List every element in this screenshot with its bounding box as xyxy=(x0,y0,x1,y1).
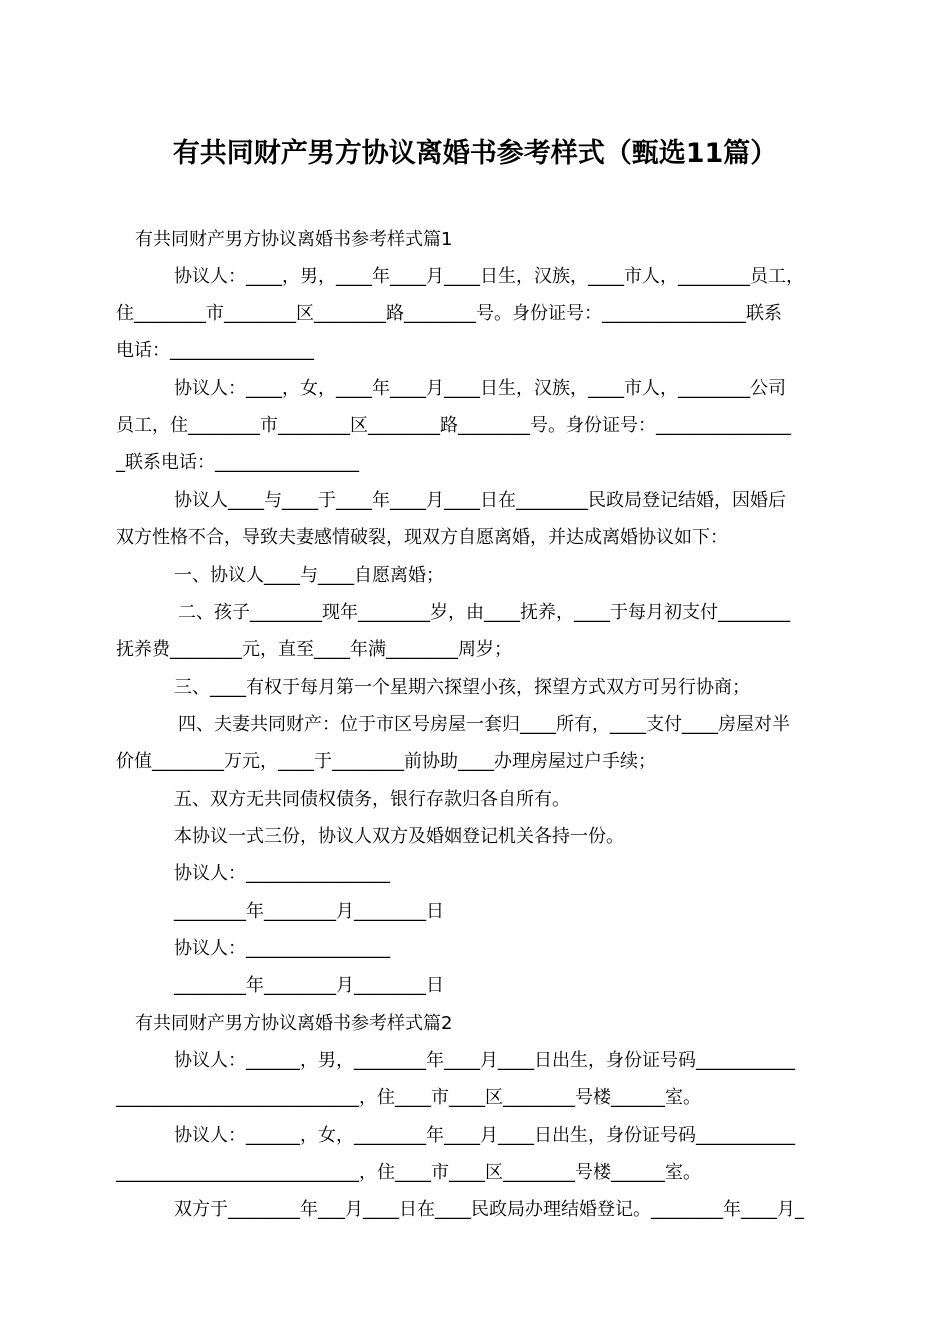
paragraph-line: ___________________________，住____市____区________号楼______室。 xyxy=(116,1162,701,1183)
section-heading-2: 有共同财产男方协议离婚书参考样式篇2 xyxy=(135,1013,453,1034)
paragraph-line: 本协议一式三份，协议人双方及婚姻登记机关各持一份。 xyxy=(174,826,624,847)
clause-item: 三、____有权于每月第一个星期六探望小孩，探望方式双方可另行协商； xyxy=(174,677,750,698)
paragraph-line: 员工，住________市________区________路________号。身份证号：_______________ xyxy=(116,415,791,436)
clause-item: 二、孩子________现年________岁，由____抚养，____于每月初支付________ xyxy=(178,602,790,623)
paragraph-line: 协议人：____，男，____年____月____日生，汉族，____市人，________员工， xyxy=(174,266,804,287)
paragraph-line: 协议人：______，男，________年____月____日出生，身份证号码___________ xyxy=(174,1050,795,1071)
document-title: 有共同财产男方协议离婚书参考样式（甄选11篇） xyxy=(172,138,778,169)
signature-line: 协议人：________________ xyxy=(174,938,390,959)
paragraph-line: ___________________________，住____市____区________号楼______室。 xyxy=(116,1087,701,1108)
date-line: ________年________月________日 xyxy=(174,975,444,996)
clause-item: 一、协议人____与____自愿离婚； xyxy=(174,565,444,586)
paragraph-line: 双方性格不合，导致夫妻感情破裂，现双方自愿离婚，并达成离婚协议如下： xyxy=(116,527,728,548)
date-line: ________年________月________日 xyxy=(174,901,444,922)
paragraph-line: 协议人：____，女，____年____月____日生，汉族，____市人，________公司 xyxy=(174,378,786,399)
signature-line: 协议人：________________ xyxy=(174,863,390,884)
paragraph-line: 价值________万元，____于________前协助____办理房屋过户手续； xyxy=(116,751,656,772)
paragraph-line: 双方于________年___月____日在____民政局办理结婚登记。________年____月_ xyxy=(174,1199,804,1220)
paragraph-line: _联系电话：________________ xyxy=(116,452,359,473)
paragraph-line: 抚养费________元，直至____年满________周岁； xyxy=(116,639,512,660)
paragraph-line: 电话：________________ xyxy=(116,340,314,361)
clause-item: 四、夫妻共同财产：位于市区号房屋一套归____所有，____支付____房屋对半 xyxy=(178,714,790,735)
section-heading-1: 有共同财产男方协议离婚书参考样式篇1 xyxy=(135,229,453,250)
paragraph-line: 协议人____与____于____年____月____日在________民政局登记结婚，因婚后 xyxy=(174,490,786,511)
paragraph-line: 协议人：______，女，________年____月____日出生，身份证号码___________ xyxy=(174,1125,795,1146)
paragraph-line: 住________市________区________路________号。身份证号：________________联系 xyxy=(116,303,782,324)
clause-item: 五、双方无共同债权债务，银行存款归各自所有。 xyxy=(174,789,570,810)
